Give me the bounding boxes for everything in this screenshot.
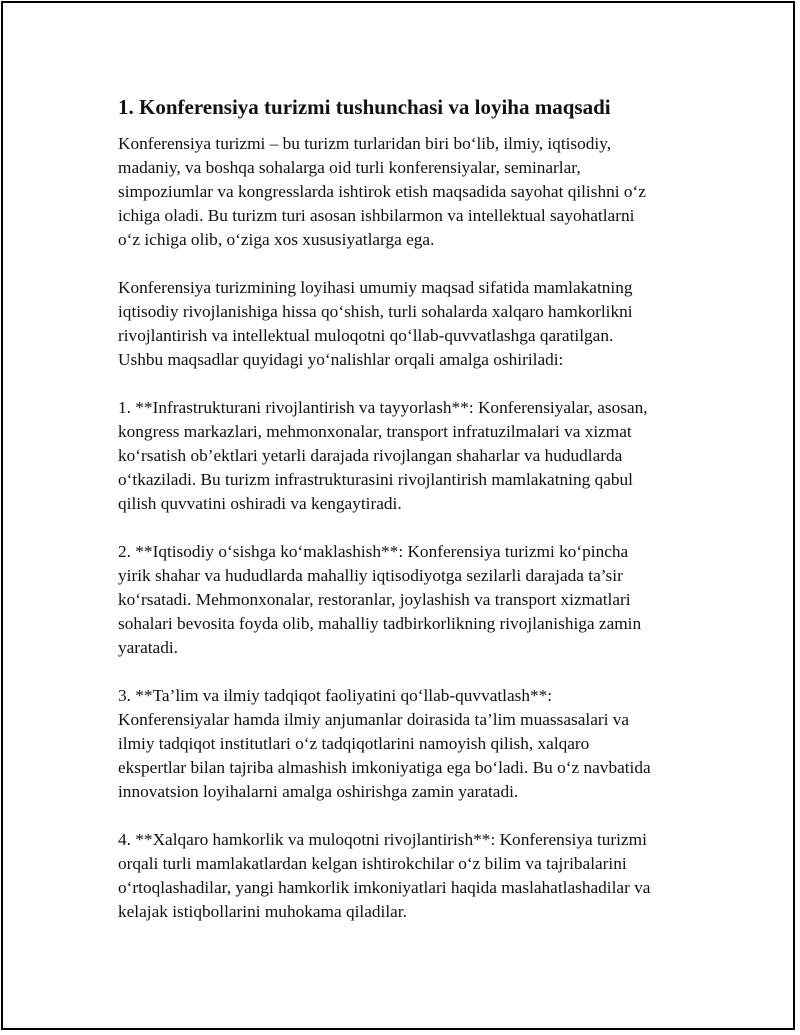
section-heading: 1. Konferensiya turizmi tushunchasi va loyiha maqsadi (118, 95, 611, 119)
paragraph-item-2: 2. **Iqtisodiy o‘sishga ko‘maklashish**: Konferensiya turizmi ko‘pincha yirik shahar va hududlarda mahalliy iqtisodiyotga sezilarli darajada ta’sir ko‘rsatadi. Mehmonxonalar, restoranlar, joylashish va transport xizmatlari sohalari bevosita foyda olib, mahalliy tadbirkorlikning rivojlanishiga zamin yaratadi. (118, 542, 642, 657)
paragraph-item-4: 4. **Xalqaro hamkorlik va muloqotni rivojlantirish**: Konferensiya turizmi orqali turli mamlakatlardan kelgan ishtirokchilar o‘z bilim va tajribalarini o‘rtoqlashadilar, yangi hamkorlik imkoniyatlari haqida maslahatlashadilar va kelajak istiqbollarini muhokama qiladilar. (118, 830, 651, 921)
document-body (118, 94, 718, 948)
paragraph-item-3: 3. **Ta’lim va ilmiy tadqiqot faoliyatini qo‘llab-quvvatlash**: Konferensiyalar hamda ilmiy anjumanlar doirasida ta’lim muassasalari va ilmiy tadqiqot institutlari o‘z tadqiqotlarini namoyish qilish, xalqaro ekspertlar bilan tajriba almashish imkoniyatiga ega bo‘ladi. Bu o‘z navbatida innovatsion loyihalarni amalga oshirishga zamin yaratadi. (118, 686, 651, 801)
paragraph-item-1: 1. **Infrastrukturani rivojlantirish va tayyorlash**: Konferensiyalar, asosan, kongress markazlari, mehmonxonalar, transport infratuzilmalari va xizmat ko‘rsatish ob’ektlari yetarli darajada rivojlangan shaharlar va hududlarda o‘tkaziladi. Bu turizm infrastrukturasini rivojlantirish mamlakatning qabul qilish quvvatini oshiradi va kengaytiradi. (118, 398, 648, 513)
paragraph-project-goal: Konferensiya turizmining loyihasi umumiy maqsad sifatida mamlakatning iqtisodiy rivojlanishiga hissa qo‘shish, turli sohalarda xalqaro hamkorlikni rivojlantirish va intellektual muloqotni qo‘llab-quvvatlashga qaratilgan. Ushbu maqsadlar quyidagi yo‘nalishlar orqali amalga oshiriladi: (118, 278, 633, 369)
paragraph-intro: Konferensiya turizmi – bu turizm turlaridan biri bo‘lib, ilmiy, iqtisodiy, madaniy, va boshqa sohalarga oid turli konferensiyalar, seminarlar, simpoziumlar va kongresslarda ishtirok etish maqsadida sayohat qilishni o‘z ichiga oladi. Bu turizm turi asosan ishbilarmon va intellektual sayohatlarni o‘z ichiga olib, o‘ziga xos xususiyatlarga ega. (118, 134, 646, 249)
